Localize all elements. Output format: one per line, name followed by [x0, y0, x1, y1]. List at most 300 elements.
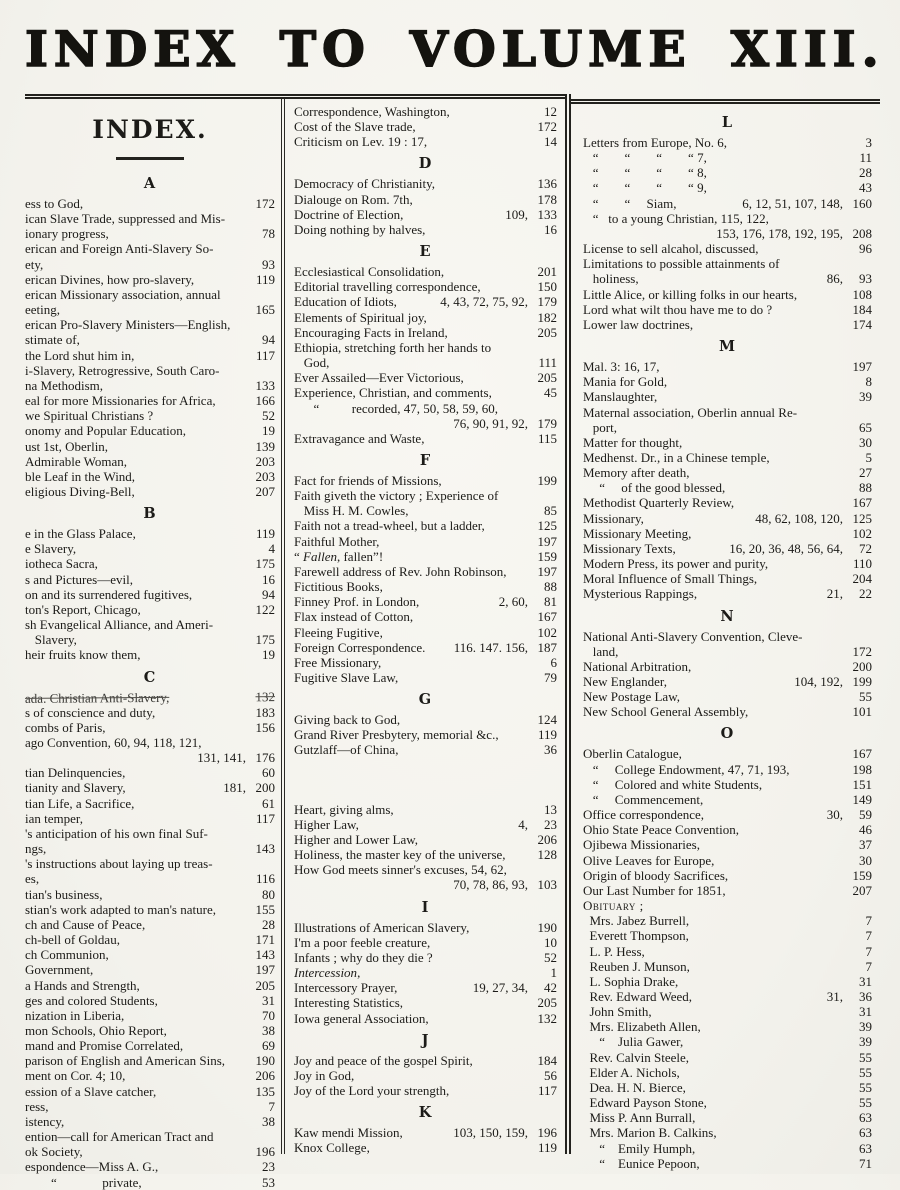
entry-page-number: 167 [852, 746, 872, 762]
entry-text: Obituary ; [583, 898, 644, 914]
section-header-J: J [421, 1031, 430, 1049]
entry-page-number: 55 [859, 1079, 872, 1095]
section-header-D: D [418, 155, 433, 173]
entry-page-number: 208 [852, 225, 872, 241]
index-entry [294, 473, 557, 488]
index-entry [294, 609, 557, 624]
index-entry [583, 1141, 872, 1156]
entry-pages-mid: 19, 27, 34, [472, 980, 528, 996]
entry-pages-mid: 131, 141, [197, 750, 246, 766]
entry-text: ian temper, [25, 810, 83, 826]
index-entry [294, 207, 557, 222]
entry-text: Modern Press, its power and purity, [583, 556, 769, 572]
entry-page-number: 203 [255, 453, 275, 469]
entry-page-number: 63 [859, 1125, 872, 1141]
index-entry [583, 556, 872, 571]
entry-page-number: 108 [852, 286, 872, 302]
entry-page-number: 30 [859, 434, 872, 450]
entry-text: Limitations to possible attainments of [583, 256, 780, 272]
index-column-left [24, 99, 281, 1190]
entry-text: Joy and peace of the gospel Spirit, [294, 1052, 473, 1068]
entry-page-number: 88 [859, 480, 872, 496]
index-entry [25, 720, 275, 735]
index-entry [25, 750, 275, 765]
entry-text: nization in Liberia, [25, 1007, 125, 1023]
entry-text: Dialouge on Rom. 7th, [294, 191, 413, 207]
index-entry [25, 735, 275, 750]
entry-text: parison of English and American Sins, [25, 1053, 226, 1069]
entry-page-number: 65 [859, 419, 872, 435]
index-entry [583, 762, 872, 777]
entry-page-number: 206 [537, 831, 557, 847]
entry-text: land, [583, 643, 619, 659]
entry-text: ch Communion, [25, 947, 109, 963]
entry-text: 's anticipation of his own final Suf- [25, 825, 208, 841]
entry-text: L. Sophia Drake, [583, 973, 679, 989]
index-entry [583, 629, 872, 644]
index-entry [25, 1159, 275, 1174]
entry-text: “ of the good blessed, [583, 480, 726, 496]
entry-page-number: 119 [537, 727, 557, 743]
index-entry [294, 802, 557, 817]
entry-page-number: 23 [544, 816, 557, 832]
entry-page-number: 187 [537, 639, 557, 655]
index-entry [583, 287, 872, 302]
entry-page-number: 102 [852, 525, 872, 541]
entry-pages-mid: 21, [826, 586, 843, 602]
entry-text: Rev. Calvin Steele, [583, 1049, 690, 1065]
entry-text: Lord what wilt thou have me to do ? [583, 301, 773, 317]
index-entry [583, 196, 872, 211]
entry-text: “ “ “ “ 9, [583, 180, 707, 196]
index-entry [294, 877, 557, 892]
entry-text: Rev. Edward Weed, [583, 988, 693, 1004]
index-entry [294, 176, 557, 191]
index-entry [25, 647, 275, 662]
entry-page-number: 79 [544, 670, 557, 685]
index-entry [25, 1114, 275, 1129]
entry-page-number: 63 [859, 1110, 872, 1126]
entry-text: Criticism on Lev. 19 : 17, [294, 134, 428, 150]
entry-page-number: 206 [255, 1068, 275, 1084]
entry-page-number: 31 [859, 1004, 872, 1020]
entry-text: Giving back to God, [294, 712, 401, 728]
entry-text: Faith not a tread-wheel, but a ladder, [294, 518, 485, 534]
index-entry [583, 389, 872, 404]
entry-page-number: 36 [859, 988, 872, 1004]
entry-page-number: 63 [859, 1140, 872, 1156]
index-entry [25, 526, 275, 541]
index-entry [583, 420, 872, 435]
entry-text: Joy of the Lord your strength, [294, 1082, 450, 1098]
entry-text: Ethiopia, stretching forth her hands to [294, 339, 492, 355]
entry-page-number: 5 [865, 449, 872, 465]
index-entry [294, 416, 557, 431]
entry-text: Missionary, [583, 510, 644, 526]
entry-page-number: 70 [262, 1007, 275, 1023]
index-entry [294, 401, 557, 416]
index-entry [294, 564, 557, 579]
entry-page-number: 175 [255, 556, 275, 572]
entry-page-number: 22 [859, 586, 872, 602]
entry-page-number: 156 [255, 719, 275, 735]
entry-page-number: 207 [255, 483, 275, 499]
index-entry [294, 640, 557, 655]
entry-text: erican Divines, how pro-slavery, [25, 271, 195, 287]
index-entry [583, 868, 872, 883]
entry-pages-mid: 4, 43, 72, 75, 92, [440, 294, 528, 310]
index-entry [25, 393, 275, 408]
entry-page-number: 160 [852, 195, 872, 211]
entry-page-number: 172 [537, 119, 557, 135]
entry-page-number: 88 [544, 579, 557, 595]
entry-page-number: 155 [255, 901, 275, 917]
entry-page-number: 124 [537, 712, 557, 728]
index-entry [583, 241, 872, 256]
entry-page-number: 19 [262, 423, 275, 439]
entry-page-number: 190 [537, 919, 557, 935]
entry-text: combs of Paris, [25, 719, 106, 735]
entry-text: ionary progress, [25, 226, 109, 242]
entry-page-number: 171 [255, 932, 275, 948]
entry-page-number: 8 [865, 374, 872, 390]
entry-text: ngs, [25, 841, 47, 857]
index-entry [583, 150, 872, 165]
entry-page-number: 27 [859, 465, 872, 481]
index-entry [25, 978, 275, 993]
entry-text: ton's Report, Chicago, [25, 601, 141, 617]
entry-page-number: 205 [537, 324, 557, 340]
entry-pages-mid: 103, 150, 159, [453, 1125, 528, 1141]
index-entry [583, 256, 872, 271]
entry-text: Olive Leaves for Europe, [583, 852, 715, 868]
entry-text: Reuben J. Munson, [583, 958, 690, 974]
index-entry [583, 853, 872, 868]
index-entry [25, 796, 275, 811]
entry-text: Free Missionary, [294, 654, 382, 670]
section-header-C: C [143, 668, 157, 686]
entry-page-number: 31 [262, 992, 275, 1008]
index-entry [583, 495, 872, 510]
index-entry [25, 317, 275, 332]
entry-text: Finney Prof. in London, [294, 594, 420, 610]
entry-page-number: 10 [544, 934, 557, 950]
index-entry [294, 370, 557, 385]
entry-page-number: 117 [255, 347, 275, 363]
index-entry [294, 847, 557, 862]
entry-text: Lower law doctrines, [583, 316, 694, 332]
entry-text: Joy in God, [294, 1067, 355, 1083]
index-entry [25, 617, 275, 632]
entry-text: Maternal association, Oberlin annual Re- [583, 404, 798, 420]
entry-text: Origin of bloody Sacrifices, [583, 867, 729, 883]
entry-page-number: 197 [537, 533, 557, 549]
entry-page-number: 52 [544, 949, 557, 965]
entry-page-number: 201 [537, 264, 557, 280]
entry-page-number: 200 [255, 780, 275, 796]
entry-text: Miss P. Ann Burrall, [583, 1110, 696, 1126]
entry-page-number: 7 [268, 1098, 275, 1114]
entry-text: Extravagance and Waste, [294, 430, 425, 446]
entry-page-number: 119 [255, 271, 275, 287]
entry-text: Mal. 3: 16, 17, [583, 359, 660, 375]
index-entry [25, 932, 275, 947]
index-entry [583, 644, 872, 659]
entry-text: Ojibewa Missionaries, [583, 837, 700, 853]
index-entry [294, 1011, 557, 1026]
index-entry [583, 883, 872, 898]
index-entry [583, 586, 872, 601]
index-entry [294, 670, 557, 685]
index-entry [583, 374, 872, 389]
entry-text: New Postage Law, [583, 689, 680, 705]
index-entry [294, 1068, 557, 1083]
entry-page-number: 143 [255, 841, 275, 857]
entry-text: eeting, [25, 302, 61, 318]
index-entry [294, 832, 557, 847]
index-entry [25, 780, 275, 795]
entry-page-number: 3 [865, 135, 872, 150]
entry-text: stimate of, [25, 332, 80, 348]
entry-text: ession of a Slave catcher, [25, 1083, 157, 1099]
index-heading: INDEX. [92, 115, 208, 144]
entry-text: Farewell address of Rev. John Robinson, [294, 563, 507, 579]
entry-text: National Arbitration, [583, 658, 692, 674]
entry-text: Moral Influence of Small Things, [583, 571, 758, 587]
entry-text: ada. Christian Anti-Slavery, [24, 689, 170, 706]
entry-page-number: 167 [852, 495, 872, 511]
index-entry [25, 556, 275, 571]
entry-text: eligious Diving-Bell, [25, 483, 135, 499]
index-entry [583, 928, 872, 943]
index-entry [583, 1034, 872, 1049]
entry-page-number: 102 [537, 624, 557, 640]
entry-text: Ecclesiastical Consolidation, [294, 264, 445, 280]
index-entry [294, 279, 557, 294]
entry-page-number: 132 [255, 688, 276, 704]
entry-text: Miss H. M. Cowles, [294, 503, 409, 519]
index-entry [25, 1038, 275, 1053]
entry-page-number: 4 [268, 541, 275, 557]
entry-page-number: 37 [859, 837, 872, 853]
entry-page-number: 199 [852, 674, 872, 689]
entry-text: New School General Assembly, [583, 704, 749, 720]
section-header-E: E [419, 243, 432, 261]
index-entry [583, 746, 872, 761]
index-entry [583, 165, 872, 180]
index-entry [25, 993, 275, 1008]
entry-text: L. P. Hess, [583, 943, 645, 959]
index-entry [294, 655, 557, 670]
index-entry [25, 1175, 275, 1190]
index-entry [25, 1008, 275, 1023]
index-entry [25, 1129, 275, 1144]
entry-page-number: 159 [852, 867, 872, 883]
entry-page-number: 16 [544, 221, 557, 237]
entry-page-number: 13 [544, 801, 557, 817]
entry-text: Elements of Spiritual joy, [294, 309, 427, 325]
entry-text: Doing nothing by halves, [294, 221, 426, 237]
index-entry [25, 917, 275, 932]
entry-text: Missionary Texts, [583, 540, 676, 556]
entry-text: ican Slave Trade, suppressed and Mis- [25, 211, 226, 227]
entry-text: Correspondence, Washington, [294, 104, 450, 119]
entry-text: tian's business, [25, 886, 103, 902]
index-entry [583, 777, 872, 792]
entry-text: “ “ “ “ 7, [583, 150, 707, 166]
entry-text: Holiness, the master key of the universe, [294, 847, 506, 863]
entry-text: Slavery, [25, 632, 77, 648]
entry-text: “ recorded, 47, 50, 58, 59, 60, [294, 400, 498, 416]
entry-text: Our Last Number for 1851, [583, 882, 726, 898]
entry-text: Editorial travelling correspondence, [294, 279, 481, 295]
entry-text: holiness, [583, 271, 639, 287]
index-entry [25, 871, 275, 886]
entry-text: Higher Law, [294, 816, 359, 832]
entry-text: Heart, giving alms, [294, 801, 394, 817]
entry-text: Methodist Quarterly Review, [583, 495, 735, 511]
entry-text: “ to a young Christian, 115, 122, [583, 210, 769, 226]
section-header-I: I [421, 898, 430, 916]
entry-page-number: 69 [262, 1038, 275, 1054]
index-entry [25, 1068, 275, 1083]
entry-text: Office correspondence, [583, 807, 705, 823]
entry-page-number: 93 [262, 256, 275, 272]
entry-page-number: 184 [852, 301, 872, 317]
entry-page-number: 184 [537, 1052, 557, 1068]
entry-text: Grand River Presbytery, memorial &c., [294, 727, 499, 743]
entry-page-number: 94 [262, 586, 275, 602]
index-entry [294, 727, 557, 742]
index-entry [25, 541, 275, 556]
entry-pages-mid: 76, 90, 91, 92, [453, 415, 528, 431]
column-gap [294, 758, 557, 802]
index-entry [294, 1125, 557, 1140]
entry-text: a Hands and Strength, [25, 977, 140, 993]
entry-page-number: 61 [262, 795, 275, 811]
entry-page-number: 42 [544, 980, 557, 996]
entry-page-number: 39 [859, 389, 872, 405]
section-header-A: A [143, 175, 157, 192]
entry-page-number: 39 [859, 1019, 872, 1035]
index-entry [294, 965, 557, 980]
entry-text: Government, [25, 962, 94, 978]
index-entry [294, 503, 557, 518]
entry-text: Faith giveth the victory ; Experience of [294, 488, 499, 504]
entry-pages-mid: 6, 12, 51, 107, 148, [742, 195, 843, 211]
index-entry [294, 594, 557, 609]
entry-page-number: 117 [537, 1082, 557, 1098]
index-entry [583, 898, 872, 913]
entry-text: erican Missionary association, annual [25, 286, 221, 302]
entry-text: Oberlin Catalogue, [583, 746, 682, 762]
index-entry [294, 742, 557, 757]
entry-text: Cost of the Slave trade, [294, 119, 416, 135]
entry-text: Foreign Correspondence. [294, 639, 426, 655]
entry-page-number: 19 [262, 647, 275, 663]
entry-page-number: 38 [262, 1022, 275, 1038]
entry-page-number: 172 [255, 196, 275, 211]
index-entry [294, 385, 557, 400]
entry-page-number: 46 [859, 822, 872, 838]
index-entry [583, 944, 872, 959]
index-entry [294, 862, 557, 877]
entry-text: we Spiritual Christians ? [25, 408, 154, 424]
entry-text: Iowa general Association, [294, 1010, 429, 1026]
entry-text: ess to God, [25, 196, 84, 211]
index-entry [583, 959, 872, 974]
entry-page-number: 14 [544, 134, 557, 150]
entry-page-number: 125 [537, 518, 557, 534]
page-title: INDEX TO VOLUME XIII. [25, 20, 885, 78]
index-entry [294, 549, 557, 564]
index-entry [583, 974, 872, 989]
entry-page-number: 80 [262, 886, 275, 902]
index-entry [583, 526, 872, 541]
entry-page-number: 133 [255, 377, 275, 393]
entry-text: Memory after death, [583, 465, 690, 481]
index-entry [583, 1065, 872, 1080]
entry-text: “ Eunice Pepoon, [583, 1155, 700, 1171]
section-header-O: O [720, 725, 735, 743]
entry-page-number: 11 [859, 150, 872, 166]
entry-text: s of conscience and duty, [25, 704, 156, 720]
entry-page-number: 55 [859, 689, 872, 705]
index-entry [294, 340, 557, 355]
entry-page-number: 176 [255, 750, 275, 766]
entry-text: Doctrine of Election, [294, 206, 404, 222]
index-entry [25, 439, 275, 454]
entry-text: e in the Glass Palace, [25, 526, 136, 542]
index-entry [25, 587, 275, 602]
index-entry [583, 435, 872, 450]
entry-text: tianity and Slavery, [25, 780, 126, 796]
entry-page-number: 197 [255, 962, 275, 978]
index-entry [583, 1095, 872, 1110]
entry-page-number: 6 [550, 654, 557, 670]
index-entry [294, 104, 557, 119]
index-entry [25, 348, 275, 363]
index-entry [583, 226, 872, 241]
entry-text: 's instructions about laying up treas- [25, 856, 213, 872]
entry-text: Matter for thought, [583, 434, 683, 450]
index-entry [25, 1023, 275, 1038]
index-entry [294, 518, 557, 533]
index-entry [583, 405, 872, 420]
entry-page-number: 196 [537, 1125, 557, 1141]
index-entry [583, 465, 872, 480]
index-entry [25, 841, 275, 856]
index-entry [583, 302, 872, 317]
entry-text: ment on Cor. 4; 10, [25, 1068, 126, 1084]
entry-text: stian's work adapted to man's nature, [25, 901, 216, 917]
index-entry [294, 950, 557, 965]
entry-text: Faithful Mother, [294, 533, 380, 549]
entry-page-number: 7 [865, 943, 872, 959]
entry-text: mon Schools, Ohio Report, [25, 1022, 167, 1038]
index-entry [294, 935, 557, 950]
index-entry [583, 1125, 872, 1140]
index-entry [25, 856, 275, 871]
index-entry [25, 705, 275, 720]
index-entry [294, 995, 557, 1010]
entry-page-number: 174 [852, 316, 872, 332]
index-entry [294, 119, 557, 134]
entry-text: “ “ “ “ 8, [583, 165, 707, 181]
entry-page-number: 204 [852, 571, 872, 587]
index-entry [25, 332, 275, 347]
entry-text: ust 1st, Oberlin, [25, 438, 109, 454]
